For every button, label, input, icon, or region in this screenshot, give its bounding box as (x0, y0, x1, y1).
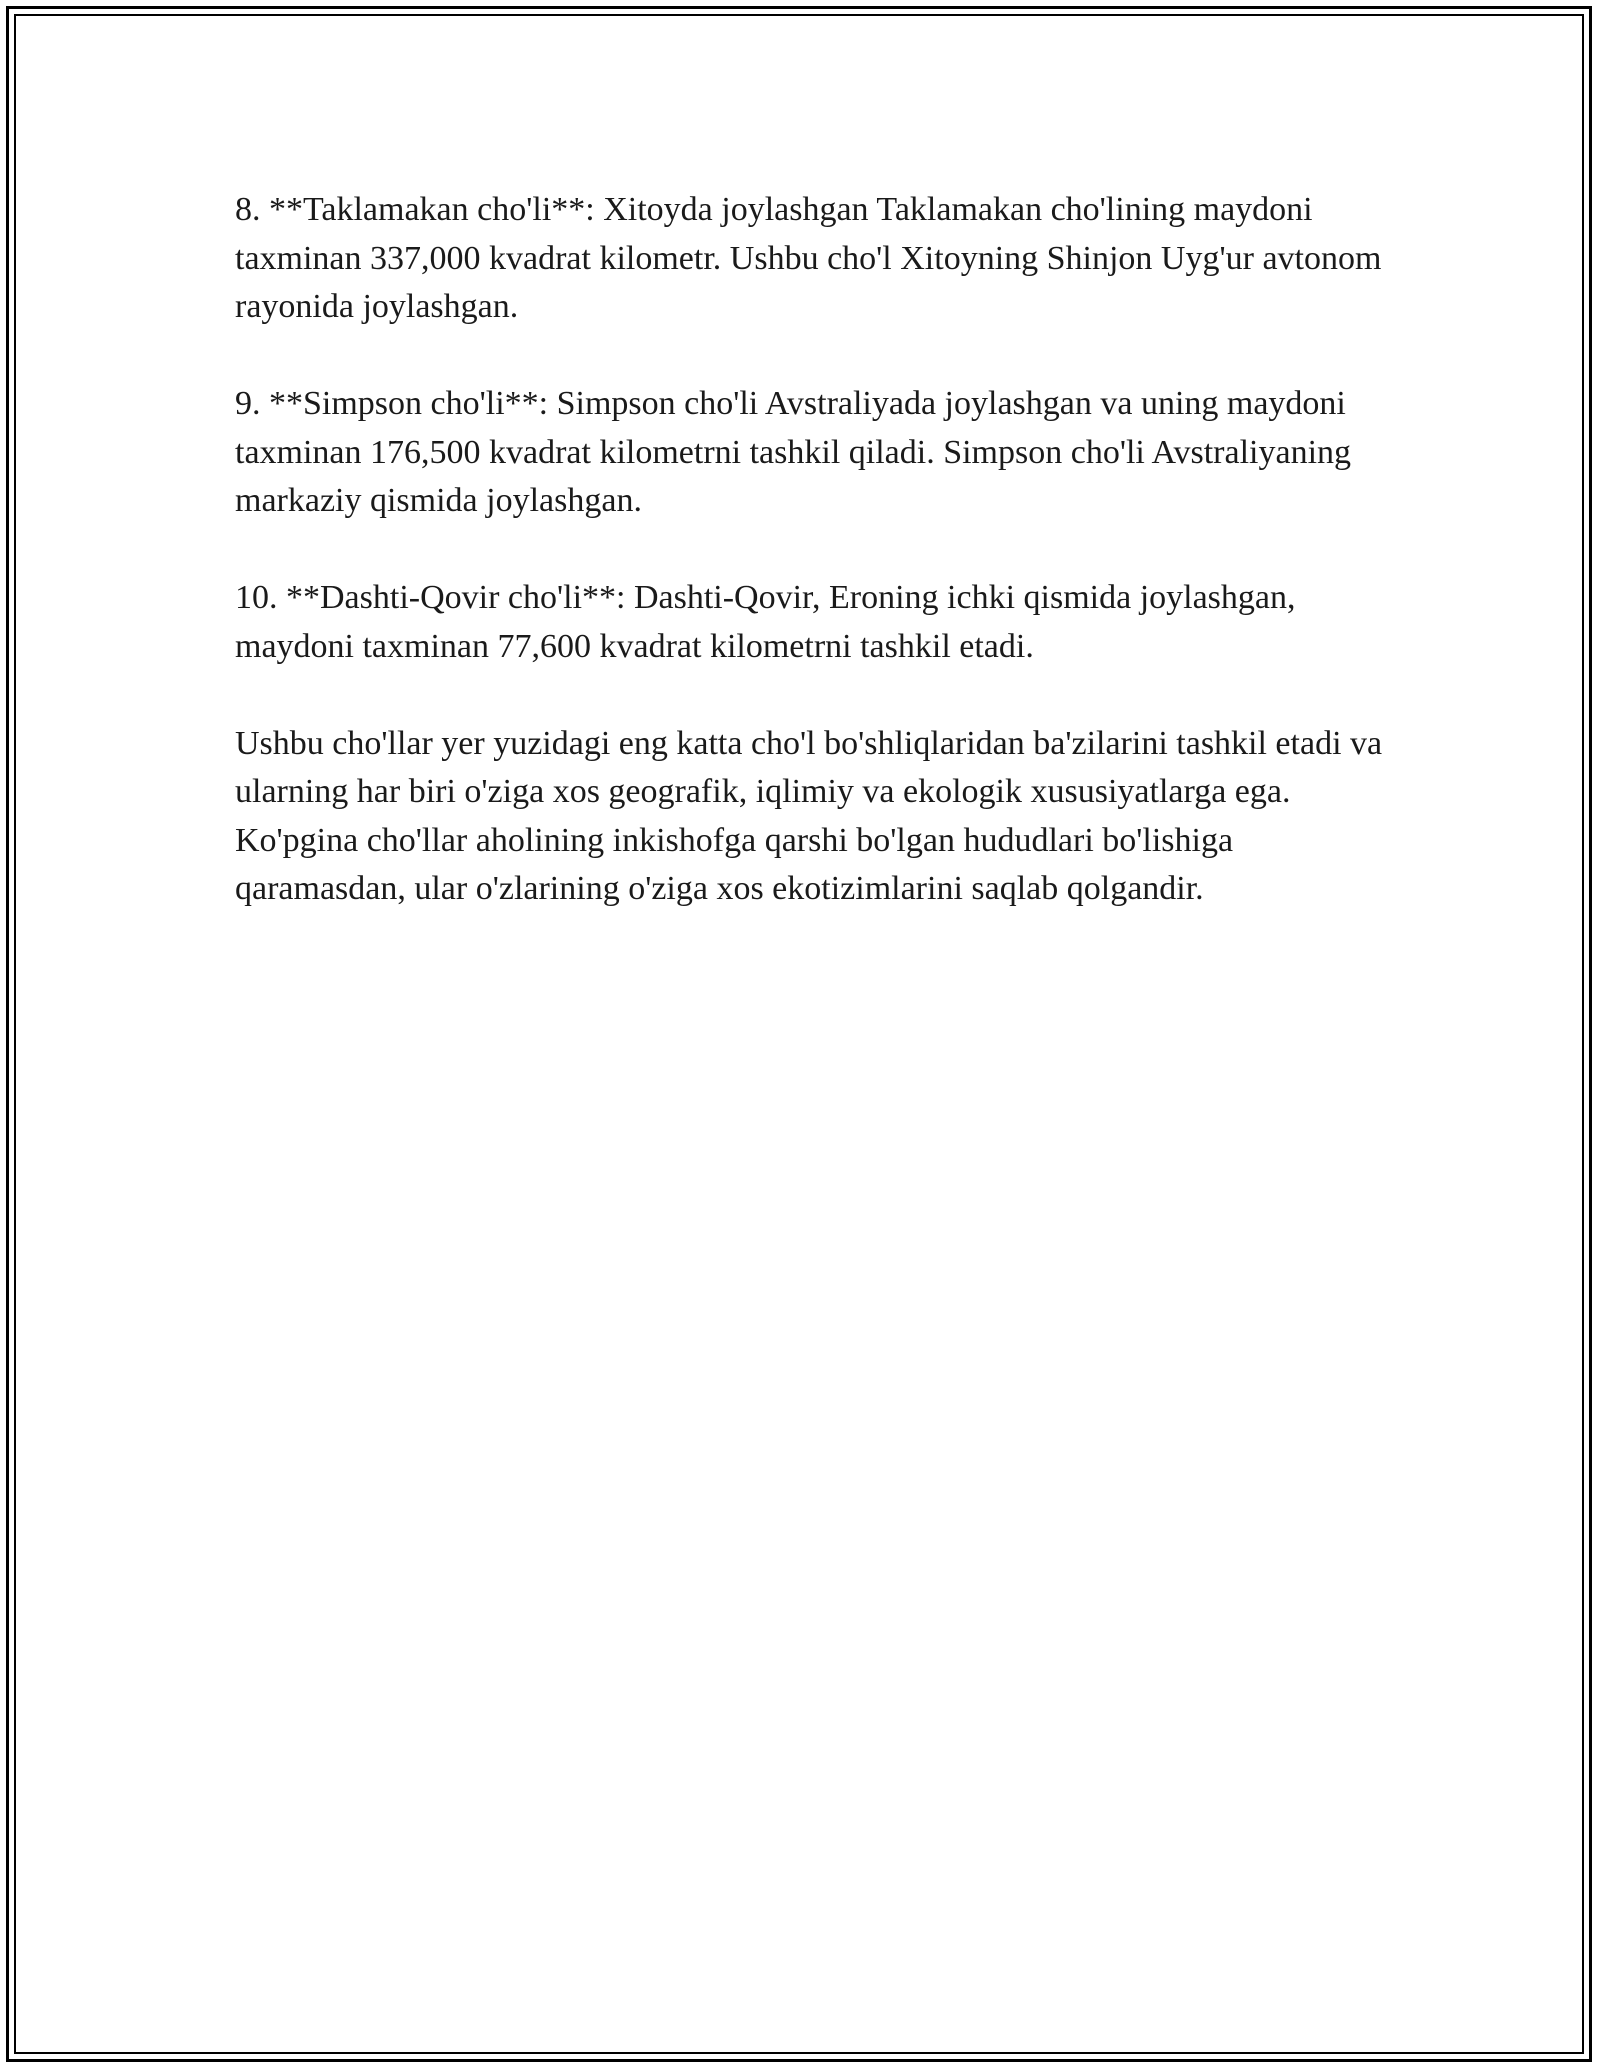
paragraph-summary: Ushbu cho'llar yer yuzidagi eng katta cho'l bo'shliqlaridan ba'zilarini tashkil etadi va ularning har biri o'ziga xos geografik, iqlimiy va ekologik xususiyatlarga ega. Ko'pgina cho'llar aholining inkishofga qarshi bo'lgan hududlari bo'lishiga qaramasdan, ular o'zlarining o'ziga xos ekotizimlarini saqlab qolgandir. (235, 724, 1383, 907)
paragraph-simpson: 9. **Simpson cho'li**: Simpson cho'li Avstraliyada joylashgan va uning maydoni taxminan 176,500 kvadrat kilometrni tashkil qiladi. Simpson cho'li Avstraliyaning markaziy qismida joylashgan. (235, 385, 1352, 519)
paragraph-dashti-qovir: 10. **Dashti-Qovir cho'li**: Dashti-Qovir, Eroning ichki qismida joylashgan, maydoni taxminan 77,600 kvadrat kilometrni tashkil etadi. (235, 579, 1296, 665)
paragraph-taklamakan: 8. **Taklamakan cho'li**: Xitoyda joylashgan Taklamakan cho'lining maydoni taxminan 337,000 kvadrat kilometr. Ushbu cho'l Xitoyning Shinjon Uyg'ur avtonom rayonida joylashgan. (235, 191, 1382, 325)
document-body (235, 186, 1385, 962)
